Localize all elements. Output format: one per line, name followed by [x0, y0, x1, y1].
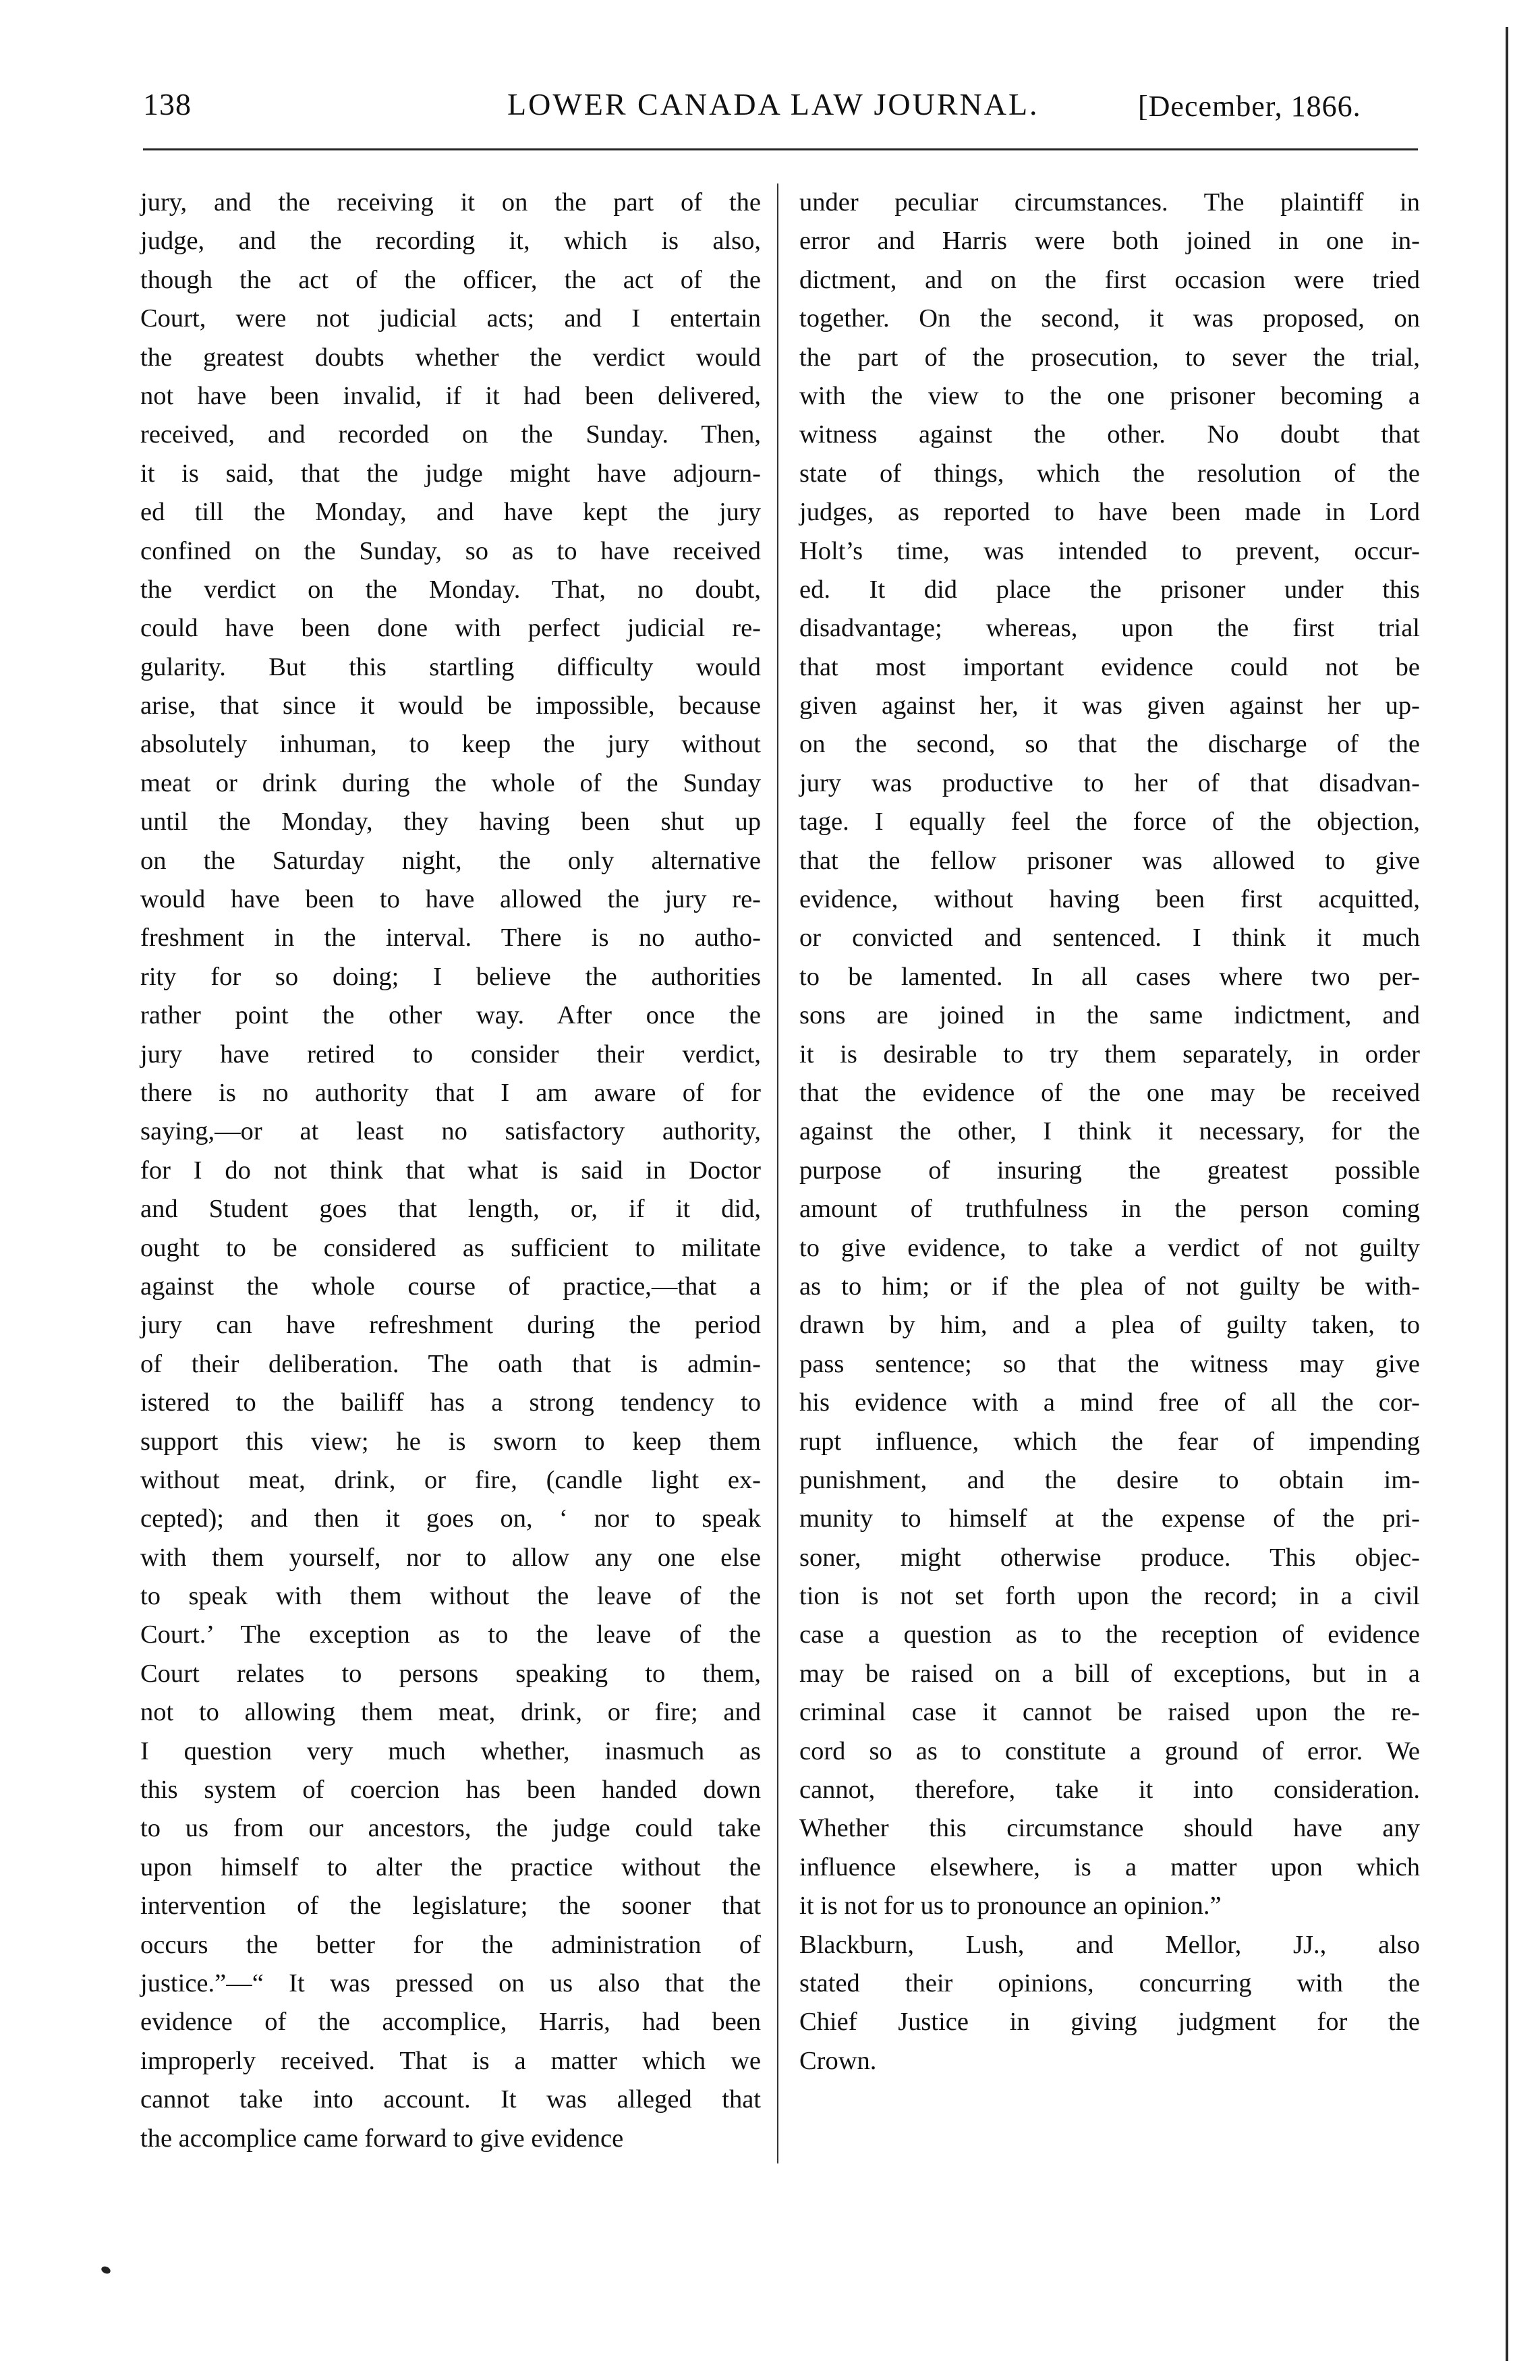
text-line: amount of truthfulness in the person coming [799, 1195, 1420, 1224]
page-edge-line [1506, 27, 1508, 2361]
text-line: or convicted and sentenced. I think it much [799, 924, 1420, 953]
text-line: Whether this circumstance should have any [799, 1814, 1420, 1843]
text-line: rity for so doing; I believe the authorities [140, 962, 761, 991]
text-line: his evidence with a mind free of all the cor- [799, 1388, 1420, 1417]
text-line: against the whole course of practice,—that a [140, 1272, 761, 1301]
text-line: evidence, without having been first acquitted, [799, 885, 1420, 914]
text-line: Court, were not judicial acts; and I entertain [140, 304, 761, 333]
text-line: justice.”—“ It was pressed on us also that the [140, 1968, 761, 1998]
text-line: criminal case it cannot be raised upon the re- [799, 1698, 1420, 1727]
text-line: of their deliberation. The oath that is admin- [140, 1349, 761, 1378]
text-line: intervention of the legislature; the sooner that [140, 1892, 761, 1921]
text-line: meat or drink during the whole of the Sunday [140, 768, 761, 797]
text-line: and Student goes that length, or, if it did, [140, 1195, 761, 1224]
text-line: Court relates to persons speaking to them, [140, 1659, 761, 1688]
text-line: error and Harris were both joined in one in- [799, 227, 1420, 256]
text-line: the greatest doubts whether the verdict would [140, 343, 761, 372]
text-line: dictment, and on the first occasion were tried [799, 265, 1420, 294]
text-line: freshment in the interval. There is no autho- [140, 924, 761, 953]
text-line: until the Monday, they having been shut up [140, 808, 761, 837]
text-line: pass sentence; so that the witness may give [799, 1349, 1420, 1378]
text-line: received, and recorded on the Sunday. Then, [140, 420, 761, 449]
text-line: without meat, drink, or fire, (candle light ex- [140, 1465, 761, 1494]
text-line: saying,—or at least no satisfactory authority, [140, 1117, 761, 1146]
text-line: with them yourself, nor to allow any one else [140, 1543, 761, 1572]
ink-speck [101, 2265, 112, 2275]
text-line: cord so as to constitute a ground of error. We [799, 1736, 1420, 1765]
text-line: judge, and the recording it, which is also, [140, 227, 761, 256]
text-line: improperly received. That is a matter which we [140, 2046, 761, 2075]
text-line: upon himself to alter the practice without the [140, 1852, 761, 1881]
text-line: influence elsewhere, is a matter upon which [799, 1852, 1420, 1881]
text-line: gularity. But this startling difficulty would [140, 652, 761, 681]
text-line: it is said, that the judge might have adjourn- [140, 459, 761, 488]
text-line: munity to himself at the expense of the pri- [799, 1504, 1420, 1533]
text-line: Holt’s time, was intended to prevent, occur- [799, 536, 1420, 565]
text-line: punishment, and the desire to obtain im- [799, 1465, 1420, 1494]
text-line: though the act of the officer, the act of the [140, 265, 761, 294]
text-line: disadvantage; whereas, upon the first trial [799, 614, 1420, 643]
text-line: jury, and the receiving it on the part of the [140, 188, 761, 217]
text-line: to speak with them without the leave of the [140, 1582, 761, 1611]
text-line: this system of coercion has been handed down [140, 1776, 761, 1805]
text-line: to give evidence, to take a verdict of not guilty [799, 1233, 1420, 1262]
text-line: that most important evidence could not be [799, 652, 1420, 681]
text-line: not have been invalid, if it had been delivered, [140, 381, 761, 410]
text-line: purpose of insuring the greatest possible [799, 1156, 1420, 1185]
text-line: state of things, which the resolution of the [799, 459, 1420, 488]
column-divider [777, 183, 778, 2163]
text-line: witness against the other. No doubt that [799, 420, 1420, 449]
text-line: the verdict on the Monday. That, no doubt, [140, 575, 761, 604]
text-line: that the fellow prisoner was allowed to give [799, 846, 1420, 875]
text-line: it is desirable to try them separately, in order [799, 1040, 1420, 1069]
text-line: support this view; he is sworn to keep them [140, 1427, 761, 1456]
text-line: rupt influence, which the fear of impending [799, 1427, 1420, 1456]
right-column [799, 183, 1420, 2080]
text-line: that the evidence of the one may be received [799, 1078, 1420, 1107]
text-line: on the Saturday night, the only alternative [140, 846, 761, 875]
text-line: on the second, so that the discharge of the [799, 730, 1420, 759]
text-line: for I do not think that what is said in Doctor [140, 1156, 761, 1185]
text-line: may be raised on a bill of exceptions, but in a [799, 1659, 1420, 1688]
text-line: cannot take into account. It was alleged that [140, 2085, 761, 2114]
text-line: as to him; or if the plea of not guilty be with- [799, 1272, 1420, 1301]
text-line: to us from our ancestors, the judge could take [140, 1814, 761, 1843]
text-line: I question very much whether, inasmuch as [140, 1736, 761, 1765]
text-line: there is no authority that I am aware of for [140, 1078, 761, 1107]
text-line: given against her, it was given against her up- [799, 691, 1420, 720]
text-line: confined on the Sunday, so as to have received [140, 536, 761, 565]
header-rule [143, 148, 1418, 150]
text-line: evidence of the accomplice, Harris, had been [140, 2008, 761, 2037]
text-line: rather point the other way. After once the [140, 1001, 761, 1030]
text-line: arise, that since it would be impossible, because [140, 691, 761, 720]
text-line: tage. I equally feel the force of the objection, [799, 808, 1420, 837]
text-line: Chief Justice in giving judgment for the [799, 2008, 1420, 2037]
text-line: Blackburn, Lush, and Mellor, JJ., also [799, 1930, 1420, 1959]
text-line: absolutely inhuman, to keep the jury without [140, 730, 761, 759]
text-line: the accomplice came forward to give evidence [140, 2124, 624, 2153]
text-line: occurs the better for the administration of [140, 1930, 761, 1959]
text-line: jury can have refreshment during the period [140, 1311, 761, 1340]
text-line: jury was productive to her of that disadvan- [799, 768, 1420, 797]
page-number: 138 [143, 87, 192, 121]
text-line: cannot, therefore, take it into consideration. [799, 1776, 1420, 1805]
text-line: Crown. [799, 2046, 877, 2075]
text-line: with the view to the one prisoner becoming a [799, 381, 1420, 410]
text-line: not to allowing them meat, drink, or fire; and [140, 1698, 761, 1727]
text-line: ought to be considered as sufficient to militate [140, 1233, 761, 1262]
text-line: it is not for us to pronounce an opinion.” [799, 1892, 1222, 1921]
left-column [140, 183, 761, 2158]
text-line: sons are joined in the same indictment, and [799, 1001, 1420, 1030]
text-line: cepted); and then it goes on, ‘ nor to speak [140, 1504, 761, 1533]
text-line: ed till the Monday, and have kept the jury [140, 498, 761, 527]
text-line: istered to the bailiff has a strong tendency to [140, 1388, 761, 1417]
text-line: the part of the prosecution, to sever the trial, [799, 343, 1420, 372]
text-line: against the other, I think it necessary, for the [799, 1117, 1420, 1146]
text-line: together. On the second, it was proposed, on [799, 304, 1420, 333]
text-line: could have been done with perfect judicial re- [140, 614, 761, 643]
text-line: judges, as reported to have been made in Lord [799, 498, 1420, 527]
text-line: under peculiar circumstances. The plaintiff in [799, 188, 1420, 217]
text-line: Court.’ The exception as to the leave of the [140, 1620, 761, 1649]
text-line: would have been to have allowed the jury re- [140, 885, 761, 914]
text-line: case a question as to the reception of evidence [799, 1620, 1420, 1649]
text-line: tion is not set forth upon the record; in a civil [799, 1582, 1420, 1611]
text-line: stated their opinions, concurring with the [799, 1968, 1420, 1998]
running-header [143, 80, 1425, 127]
text-line: to be lamented. In all cases where two per- [799, 962, 1420, 991]
text-line: ed. It did place the prisoner under this [799, 575, 1420, 604]
text-line: soner, might otherwise produce. This objec- [799, 1543, 1420, 1572]
issue-date: [December, 1866. [1138, 90, 1361, 123]
journal-title: LOWER CANADA LAW JOURNAL. [507, 87, 1039, 121]
text-line: drawn by him, and a plea of guilty taken, to [799, 1311, 1420, 1340]
text-line: jury have retired to consider their verdict, [140, 1040, 761, 1069]
